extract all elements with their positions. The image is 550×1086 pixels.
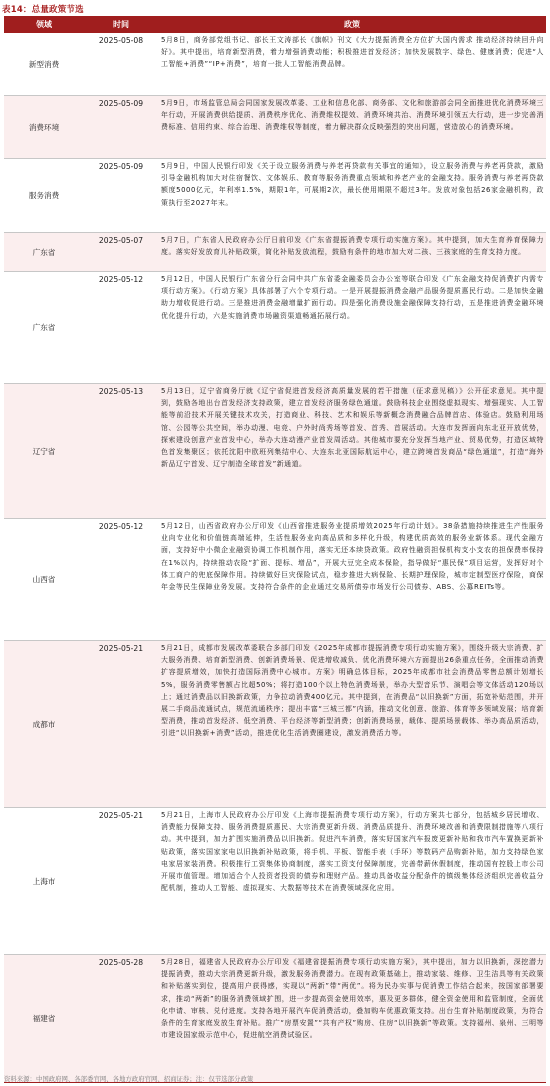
date-cell: 2025-05-09: [98, 162, 144, 171]
policy-table: [4, 16, 546, 1083]
header-region: 领域: [36, 20, 52, 29]
policy-cell: 5月12日，中国人民银行广东省分行会同中共广东省委金融委员会办公室等联合印发《广东金融支持促消费扩内需专项行动方案》。《行动方案》具体部署了六个专项行动。一是开展提振消费金融产品服务提质惠民行动。二是加快金融助力增收促进行动。三是推进消费金融增量扩面行动。四是强化消费设施金融保障支持行动，五是推进消费金融环境优化提升行动，六是实施消费市场融资渠道畅通拓展行动。: [161, 275, 544, 320]
region-cell: 山西省: [32, 575, 56, 584]
policy-cell: 5月7日，广东省人民政府办公厅日前印发《广东省提振消费专项行动实施方案》。其中提到，加大生育养育保障力度。落实好发放育儿补贴政策，简化补贴发放流程，鼓励有条件的地市加大对二孩、三孩家庭的生育支持力度。: [161, 236, 544, 257]
date-cell: 2025-05-21: [98, 811, 144, 820]
region-cell: 成都市: [32, 719, 56, 729]
table-row: [4, 641, 546, 808]
table-row: [4, 33, 546, 96]
region-cell: 广东省: [32, 323, 56, 332]
region-cell: 广东省: [32, 247, 56, 257]
date-cell: 2025-05-21: [98, 644, 144, 653]
table-row: [4, 384, 546, 519]
region-cell: 新型消费: [28, 59, 60, 69]
policy-cell: 5月12日，山西省政府办公厅印发《山西省推进服务业提质增效2025年行动计划》。38条措施持续推进生产性服务业向专业化和价值链高端延伸，生活性服务业向高品质和多样化升级，构建优质高效的服务业新体系。现代金融方面，支持好中小微企业融资协调工作机制作用，落实无还本续贷政策。政府性融资担保机构支小支农的担保费率保持在1%以内，持续推动农险“扩面、提标、增品”，开展大豆完全成本保险，指导做好“惠民保”项目运营，发挥好对个体工商户的兜底保障作用。持续做好巨灾保险试点，稳步推进大病保险、长期护理保险，城市定制型医疗保险，商保年金等民生保障业务发展。支持符合条件的企业通过交易所债券市场发行公司债券、ABS、公募REITs等。: [161, 522, 544, 592]
header-time: 时间: [113, 20, 129, 29]
date-cell: 2025-05-12: [98, 522, 144, 531]
date-cell: 2025-05-07: [98, 236, 144, 245]
policy-cell: 5月28日，福建省人民政府办公厅印发《福建省提振消费专项行动实施方案》，其中提出，加力以旧换新，深挖潜力提振消费，推动大宗消费更新升级，激发服务消费潜力。在现有政策基础上，推动家装、维修、卫生洁具等有关政策和补贴落实到位，提高用户获得感，实现以“两新”带“两优”。将为民办实事与促消费工作结合起来，按国家部署要求，推动“两新”的服务消费领域扩围，进一步提高资金使用效率，惠及更多群体，健全资金使用和监管制度，全面优化申请、审核、兑付进度。支持各地开展汽车促消费活动，叠加购车优惠政策支持。出台生育补贴制度政策，为符合条件的生育家庭发放生育补贴。推广“房票安置”“共有产权”购房、住房“以旧换新”等政策。支持福州、泉州、三明等市建设国家级示范中心，促进航空消费试验区。: [161, 958, 544, 1040]
policy-cell: 5月21日，成都市发展改革委联合多部门印发《2025年成都市提振消费专项行动实施方案》，围绕升级大宗消费、扩大服务消费、培育新型消费、创新消费场景、促进增收减负、优化消费环境六方面提出26条重点任务，全面推动消费扩容提质增效，加快打造国际消费中心城市。方案》明确总体目标，2025年成都市社会消费品零售总额计划增长5%，服务消费零售额占比超50%；将打造100个以上特色消费场景，举办大型音乐节、演唱会等文体活动120场以上；通过消费品以旧换新政策，力争拉动消费400亿元。其中提到，在消费品“以旧换新”方面，拓宽补贴范围，并开展二手商品流通试点，规范流通秩序；提出丰富“三城三都”内涵，推动文化创意、旅游、体育等多领域发展；培育新型消费，推动首发经济、低空消费、平台经济等新型消费；创新消费场景，载体、提质场景载体、举办高品质活动，引进“以旧换新+消费”活动，推进优化生活消费圈建设，激发消费活力等。: [161, 644, 544, 738]
policy-cell: 5月13日，辽宁省商务厅就《辽宁省促进首发经济高质量发展的若干措施（征求意见稿）》公开征求意见。其中提到，鼓励各地出台首发经济支持政策，建立首发经济服务绿色通道。鼓励科技企业围绕虚拟现实、增强现实、人工智能等前沿技术开展关键技术攻关，打造商业、科技、艺术和娱乐等新概念消费融合品牌首店、体验店。鼓励利用场馆、公园等公共空间，举办动漫、电竞、户外时尚秀场等首发、首秀、首展活动。大连市发挥面向东北亚开放优势，探索建设创意产业首发中心，举办大连动漫产业首发周活动。其他城市要充分发挥当地产业、贸易优势，打造区域特色首发集聚区；依托沈阳中欧班列集结中心、大连东北亚国际航运中心，建立跨境首发商品“绿色通道”，打造“海外新品辽宁首发、辽宁制造全球首发”新通道。: [161, 387, 544, 469]
table-row: [4, 233, 546, 272]
policy-cell: 5月9日，市场监管总局会同国家发展改革委、工业和信息化部、商务部、文化和旅游部会同全面推进优化消费环境三年行动，开展消费供给提质、消费秩序优化、消费维权提效、消费环境共治、消费环境引领五大行动，进一步完善消费标准、信用约束、综合治理、消费维权等制度，着力解决群众反映强烈的突出问题，营造放心的消费环境。: [161, 99, 544, 132]
date-cell: 2025-05-12: [98, 275, 144, 284]
table-row: [4, 96, 546, 159]
table-header: [4, 16, 546, 33]
header-policy: 政策: [344, 20, 360, 29]
date-cell: 2025-05-09: [98, 99, 144, 108]
table-row: [4, 159, 546, 233]
region-cell: 消费环境: [28, 122, 60, 132]
table-caption: 表14：总量政策节选: [2, 5, 84, 15]
table-row: [4, 808, 546, 955]
date-cell: 2025-05-08: [98, 36, 144, 45]
policy-cell: 5月9日，中国人民银行印发《关于设立服务消费与养老再贷款有关事宜的通知》，设立服务消费与养老再贷款，激励引导金融机构加大对住宿餐饮、文体娱乐、教育等服务消费重点领域和养老产业的金融支持。服务消费与养老再贷款额度5000亿元，年利率1.5%，期限1年，可展期2次，最长使用期限不超过3年。发放对象包括26家金融机构，政策执行至2027年末。: [161, 162, 544, 207]
region-cell: 辽宁省: [32, 446, 56, 456]
policy-cell: 5月8日，商务部党组书记、部长王文涛部长《旗帜》刊文《大力提振消费全方位扩大国内需求 推动经济持续回升向好》。其中提出，培育新型消费，着力增强消费动能；积极推进首发经济；加快发展数字、绿色、健康消费；促进“人工智能+消费”“IP+消费”，培育一批人工智能消费品牌。: [161, 36, 544, 69]
source-footnote: 资料来源：中国政府网、各部委官网、各地方政府官网、招商证券；注：仅节选部分政策: [4, 1075, 254, 1083]
date-cell: 2025-05-13: [98, 387, 144, 396]
region-cell: 上海市: [32, 876, 56, 886]
table-row: [4, 519, 546, 641]
table-row: [4, 272, 546, 384]
region-cell: 福建省: [32, 1014, 56, 1023]
date-cell: 2025-05-28: [98, 958, 144, 967]
policy-cell: 5月21日，上海市人民政府办公厅印发《上海市提振消费专项行动方案》，行动方案共七部分，包括城乡居民增收、消费能力保障支持、服务消费提质惠民、大宗消费更新升级、消费品质提升、消费环境改善和消费限制措施等八项行动。其中提到，加力扩围实施消费品以旧换新。促进汽车消费，落实好国家汽车报废更新补贴和我市汽车置换更新补贴政策，落实国家家电以旧换新补贴政策，将手机、平板、智能手表（手环）等数码产品购新补贴，加力支持绿色家电家居家装消费。积极推行工资集体协商制度，落实工资支付保障制度，完善带薪休假制度，推动国有控股上市公司开展市值管理。增加适合个人投资者投资的债券和理财产品。推动具备收益分配条件的镇级集体经济组织完善收益分配机制，推动人工智能、虚拟现实、大数据等技术在消费领域深化应用。: [161, 811, 544, 893]
region-cell: 服务消费: [28, 191, 60, 200]
table-row: [4, 955, 546, 1083]
